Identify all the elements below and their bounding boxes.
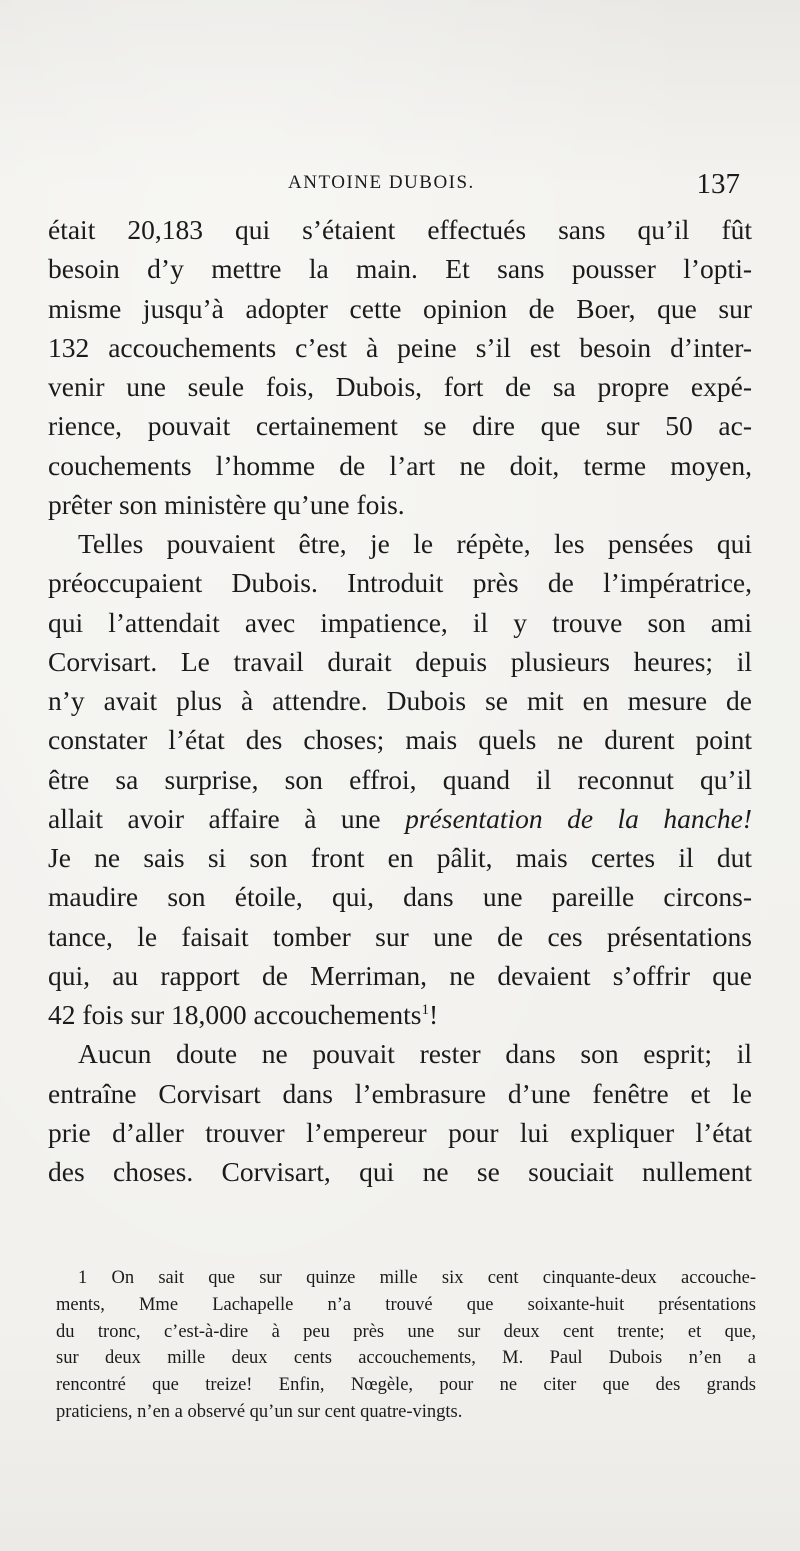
- text-line: Corvisart. Le travail durait depuis plusieurs heures; il: [48, 645, 752, 677]
- text-line: [48, 995, 752, 1034]
- text-segment: 42 fois sur 18,000 accouchements: [48, 999, 422, 1030]
- body-text: [48, 210, 752, 1191]
- footnote-marker: 1: [421, 1002, 429, 1018]
- text-line: prêter son ministère qu’une fois.: [48, 488, 405, 520]
- text-line: 132 accouchements c’est à peine s’il est besoin d’inter-: [48, 331, 752, 363]
- footnote-line: du tronc, c’est-à-dire à peu près une sur deux cent trente; et que,: [56, 1321, 756, 1342]
- text-line: qui, au rapport de Merriman, ne devaient s’offrir que: [48, 959, 752, 991]
- text-line: couchements l’homme de l’art ne doit, terme moyen,: [48, 449, 752, 481]
- text-line: entraîne Corvisart dans l’embrasure d’une fenêtre et le: [48, 1077, 752, 1109]
- text-line: besoin d’y mettre la main. Et sans pousser l’opti-: [48, 253, 752, 285]
- text-line: n’y avait plus à attendre. Dubois se mit en mesure de: [48, 685, 752, 716]
- text-line: Je ne sais si son front en pâlit, mais certes il dut: [48, 842, 752, 873]
- footnote-line: sur deux mille deux cents accouchements, M. Paul Dubois n’en a: [56, 1348, 756, 1369]
- text-line: constater l’état des choses; mais quels ne durent point: [48, 724, 752, 756]
- footnote-line: rencontré que treize! Enfin, Nœgèle, pour ne citer que des grands: [56, 1375, 756, 1396]
- text-line: Aucun doute ne pouvait rester dans son esprit; il: [78, 1038, 752, 1070]
- text-line: misme jusqu’à adopter cette opinion de Boer, que sur: [48, 292, 752, 324]
- text-line: être sa surprise, son effroi, quand il reconnut qu’il: [48, 763, 752, 795]
- text-line: qui l’attendait avec impatience, il y trouve son ami: [48, 606, 752, 638]
- text-line: était 20,183 qui s’étaient effectués sans qu’il fût: [48, 214, 752, 245]
- footnotes: [56, 1265, 756, 1426]
- footnote-line: ments, Mme Lachapelle n’a trouvé que soixante-huit présentations: [56, 1294, 756, 1315]
- page-header: [48, 168, 748, 200]
- text-line: Telles pouvaient être, je le répète, les pensées qui: [78, 528, 752, 559]
- italic-phrase: présentation de la hanche!: [405, 802, 752, 834]
- text-line: préoccupaient Dubois. Introduit près de l’impératrice,: [48, 567, 752, 599]
- page-number: 137: [696, 168, 740, 200]
- text-line: venir une seule fois, Dubois, fort de sa propre expé-: [48, 371, 752, 402]
- text-line: prie d’aller trouver l’empereur pour lui expliquer l’état: [48, 1116, 752, 1148]
- text-line: rience, pouvait certainement se dire que sur 50 ac-: [48, 410, 752, 442]
- running-head: ANTOINE DUBOIS.: [288, 172, 475, 193]
- text-line: des choses. Corvisart, qui ne se souciait nullement: [48, 1156, 752, 1187]
- footnote-line: 1 On sait que sur quinze mille six cent cinquante-deux accouche-: [78, 1268, 756, 1288]
- footnote-line: praticiens, n’en a observé qu’un sur cent quatre-vingts.: [56, 1401, 463, 1422]
- text-segment: !: [428, 999, 439, 1030]
- text-line: tance, le faisait tomber sur une de ces présentations: [48, 920, 752, 952]
- text-line: [48, 799, 752, 838]
- text-line: maudire son étoile, qui, dans une pareille circons-: [48, 881, 752, 913]
- text-segment: allait avoir affaire à une: [48, 802, 406, 834]
